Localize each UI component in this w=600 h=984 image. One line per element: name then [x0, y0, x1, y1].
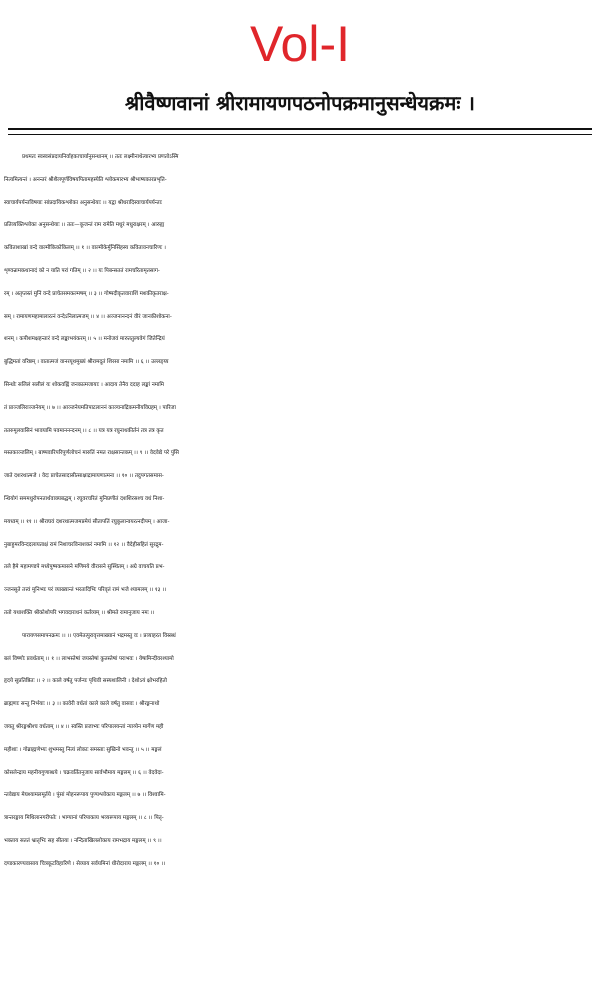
text-line: स्वाचार्यपर्यन्तविषयाः सांप्रदायिकश्लोका अनुसन्धेयाः ।। यद्वा श्रीधरादिस्वाचार्यपर्यन्ताः — [4, 199, 162, 206]
text-line: तले हैमे महामण्डपे मध्येपुष्पकमासने मणिमये वीरासने सुस्थितम् । अग्रे वाचयति प्रभ- — [4, 564, 165, 571]
text-line: कोसलेन्द्राय महनीयगुणाब्धये । चक्रवर्तितनूजाय सार्वभौमाय मङ्गलम् ।। ६ ।। वेदवेदा- — [4, 769, 164, 776]
heading-divider — [8, 128, 592, 130]
text-line: प्रतिव्यक्तिश्लोका अनुसन्धेयाः ।। ततः—कूजन्तं राम रामेति मधुरं मधुराक्षरम् । आरुह्य — [4, 222, 165, 229]
text-line: हृदये सुप्रतिष्ठितः ।। २ ।। काले वर्षतु पर्जन्यः पृथिवी सस्यशालिनी । देशोऽयं क्षोभरहितो — [4, 678, 167, 685]
text-line: ब्राह्मणाः सन्तु निर्भयाः ।। ३ ।। कावेरी वर्धतां काले काले वर्षतु वासवः । श्रीरङ्गनाथो — [4, 701, 160, 708]
text-line: ततो यथाशक्ति श्रीकोशोपरि भगवदाराधनं कर्तव्यम् ।। श्रीमते रामानुजाय नमः ।। — [4, 609, 155, 616]
text-line: शृण्वन्रामकथानादं को न याति परां गतिम् ।। २ ।। यः पिबन्सततं रामचरितामृतसाग- — [4, 267, 160, 274]
heading-divider-thin — [8, 134, 592, 135]
text-line: रम् । अतृप्तस्तं मुनिं वन्दे प्राचेतसमकल्मषम् ।। ३ ।। गोष्पदीकृतवाराशिं मशकीकृतराक्ष- — [4, 290, 169, 297]
text-line: न्धियोगं सममधुरोपनतार्थवाक्यबद्धम् । रघुवरचरितं मुनिप्रणीतं दशशिरसश्च वधं निशा- — [4, 495, 165, 502]
text-line: प्रथमतः स्वस्वसंप्रदायनिर्वाहकाचार्यानुसन्धानम् ।। ततः लक्ष्मीनाथेत्यारभ्य प्रणतोऽस्मि — [22, 154, 179, 160]
text-line: ञ्जनसुते तत्त्वं मुनिभ्यः परं व्याख्यान्तं भरतादिभिः परिवृतं रामं भजे श्यामलम् ।। १३ ।। — [4, 587, 167, 594]
text-line: बलं विष्णोः प्रवर्धताम् ।। १ ।। लाभस्तेषां जयस्तेषां कुतस्तेषां पराभवः । येषामिन्दीवरश्यामो — [4, 655, 174, 662]
text-line: जयतु श्रीरङ्गश्रीश्च वर्धताम् ।। ४ ।। स्वस्ति प्रजाभ्यः परिपालयन्तां न्याय्येन मार्गेण मही — [4, 723, 164, 730]
text-line: तं प्राञ्जलिराञ्जनेयम् ।। ७ ।। आञ्जनेयमतिपाटलाननं काञ्चनाद्रिकमनीयविग्रहम् । पारिजा — [4, 404, 176, 411]
text-line: जाते दशरथात्मजे । वेदः प्राचेतसादासीत्साक्षाद्रामायणात्मना ।। १० ।। तदुपगतसमास- — [4, 473, 164, 480]
text-line: न्तवेद्याय मेघश्यामलमूर्तये । पुंसां मोहनरूपाय पुण्यश्लोकाय मङ्गलम् ।। ७ ।। विश्वामि- — [4, 792, 166, 799]
text-line: भक्ताय सततं भ्रातृभिः सह सीतया । नन्दिताखिललोकाय रामभद्राय मङ्गलम् ।। ९ ।। — [4, 837, 162, 844]
text-line: नित्यमित्यन्तं । अनन्तरं श्रीशैलपूर्णविषयपितामहस्येति श्लोकमारभ्य श्रीभाष्यकारप्रभृति- — [4, 176, 167, 183]
text-line: बुद्धिमतां वरिष्ठम् । वातात्मजं वानरयूथमुख्यं श्रीरामदूतं शिरसा नमामि ।। ६ ।। उल्लङ्घ्य — [4, 359, 169, 366]
text-line: सम् । रामायणमहामालारत्नं वन्देऽनिलात्मजम् ।। ४ ।। अञ्जनानन्दनं वीरं जानकीशोकना- — [4, 313, 172, 320]
volume-title: Vol-I — [249, 16, 351, 72]
text-line: महीशाः । गोब्राह्मणेभ्यः शुभमस्तु नित्यं लोकाः समस्ताः सुखिनो भवन्तु ।। ५ ।। मङ्गलं — [4, 746, 162, 753]
text-line: दण्डकारण्यवासाय चित्रकूटविहारिणे । सेव्याय सर्वयमिनां धीरोदाराय मङ्गलम् ।। १० ।। — [4, 860, 166, 867]
text-line: सिन्धोः सलिलं सलीलं यः शोकवह्निं जनकात्मजायाः । आदाय तेनैव ददाह लङ्कां नमामि — [4, 381, 164, 388]
text-line: ततरुमूलवासिनं भावयामि पवमाननन्दनम् ।। ८ ।। यत्र यत्र रघुनाथकीर्तनं तत्र तत्र कृत — [4, 427, 164, 434]
text-line: पारायणसमापनक्रमः ।। ।। एवमेतत्पुरावृत्तमाख्यानं भद्रमस्तु वः । प्रव्याहरत विस्रब्धं — [22, 632, 176, 639]
text-line: नुबाहुमरविन्ददलायताक्षं रामं निशाचरविनाशकरं नमामि ।। १२ ।। वैदेहीसहितं सुरद्रुम- — [4, 541, 164, 548]
text-line: त्रान्तरङ्गाय मिथिलानगरीपतेः । भाग्यानां परिपाकाय भव्यरूपाय मङ्गलम् ।। ८ ।। पितृ- — [4, 815, 164, 822]
text-line: मयध्वम् ।। ११ ।। श्रीराघवं दशरथात्मजमप्रमेयं सीतापतिं रघुकुलान्वयरत्नदीपम् । आजा- — [4, 518, 170, 525]
text-line: शनम् । कपीशमक्षहन्तारं वन्दे लङ्काभयंकरम् ।। ५ ।। मनोजवं मारुततुल्यवेगं जितेन्द्रियं — [4, 336, 165, 343]
body-text — [0, 146, 600, 876]
text-line: कविताशाखां वन्दे वाल्मीकिकोकिलम् ।। १ ।। वाल्मीकेर्मुनिसिंहस्य कवितावनचारिणः । — [4, 245, 166, 252]
text-line: मस्तकाञ्जलिम् । बाष्पवारिपरिपूर्णलोचनं मारुतिं नमत राक्षसान्तकम् ।। ९ ।। वेदवेद्ये परे पुंसि — [4, 450, 179, 457]
page-heading: श्रीवैष्णवानां श्रीरामायणपठनोपक्रमानुसन्धेयक्रमः । — [125, 91, 475, 115]
